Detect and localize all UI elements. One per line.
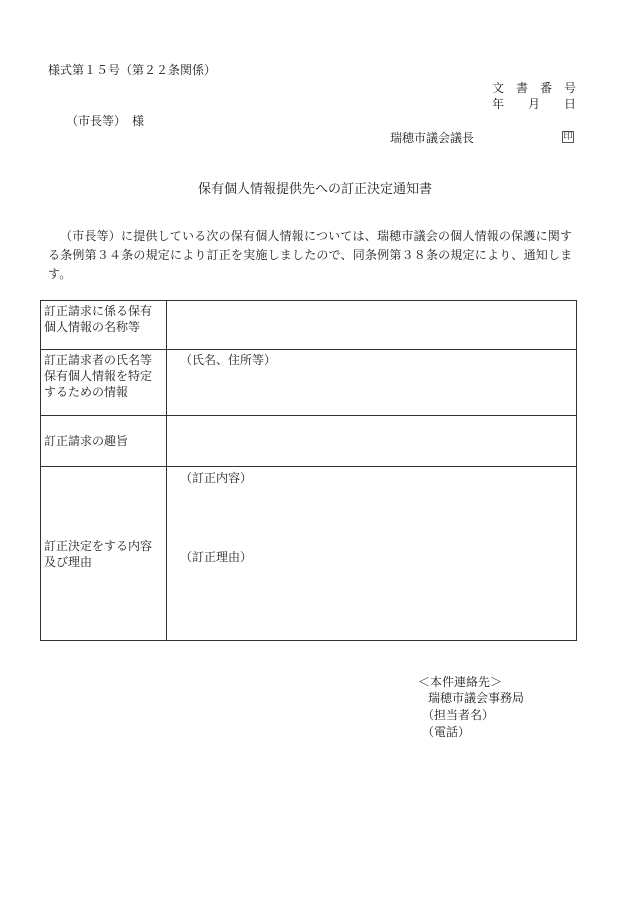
info-table <box>40 300 577 641</box>
table-row <box>41 416 577 467</box>
row-value-purpose <box>167 416 577 467</box>
seal-mark: 印 <box>563 132 573 142</box>
row-label-purpose: 訂正請求の趣旨 <box>41 416 167 467</box>
sender-name: 瑞穂市議会議長 <box>390 131 475 145</box>
contact-heading: ＜本件連絡先＞ <box>418 675 503 689</box>
body-paragraph: （市長等）に提供している次の保有個人情報については、瑞穂市議会の個人情報の保護に関する条例第３４条の規定により訂正を実施しましたので、同条例第３８条の規定により、通知します。 <box>48 229 573 281</box>
row-label-requester: 訂正請求者の氏名等保有個人情報を特定するための情報 <box>41 350 167 416</box>
doc-number-char: 文 <box>492 81 505 95</box>
row-value-decision <box>167 467 577 641</box>
document-title: 保有個人情報提供先への訂正決定通知書 <box>197 182 432 197</box>
date-month: 月 <box>527 97 540 111</box>
addressee: （市長等） 様 <box>66 114 145 128</box>
row-value-record-name <box>167 301 577 350</box>
doc-number-char: 番 <box>539 81 552 95</box>
date-year: 年 <box>492 97 505 111</box>
requester-hint: （氏名、住所等） <box>180 353 277 367</box>
contact-organization: 瑞穂市議会事務局 <box>428 691 525 705</box>
form-number: 様式第１５号（第２２条関係） <box>48 63 217 77</box>
doc-number-char: 号 <box>563 81 576 95</box>
correction-content-label: （訂正内容） <box>180 471 253 485</box>
contact-phone: （電話） <box>422 725 471 739</box>
document-number-label <box>492 82 576 94</box>
doc-number-char: 書 <box>515 81 528 95</box>
date-day: 日 <box>563 97 576 111</box>
row-value-requester <box>167 350 577 416</box>
correction-reason-label: （訂正理由） <box>180 550 253 564</box>
table-row <box>41 301 577 350</box>
table-row <box>41 350 577 416</box>
date-label <box>492 98 576 110</box>
table-row <box>41 467 577 641</box>
contact-person: （担当者名） <box>422 708 495 722</box>
row-label-decision: 訂正決定をする内容及び理由 <box>41 467 167 641</box>
row-label-record-name: 訂正請求に係る保有個人情報の名称等 <box>41 301 167 350</box>
